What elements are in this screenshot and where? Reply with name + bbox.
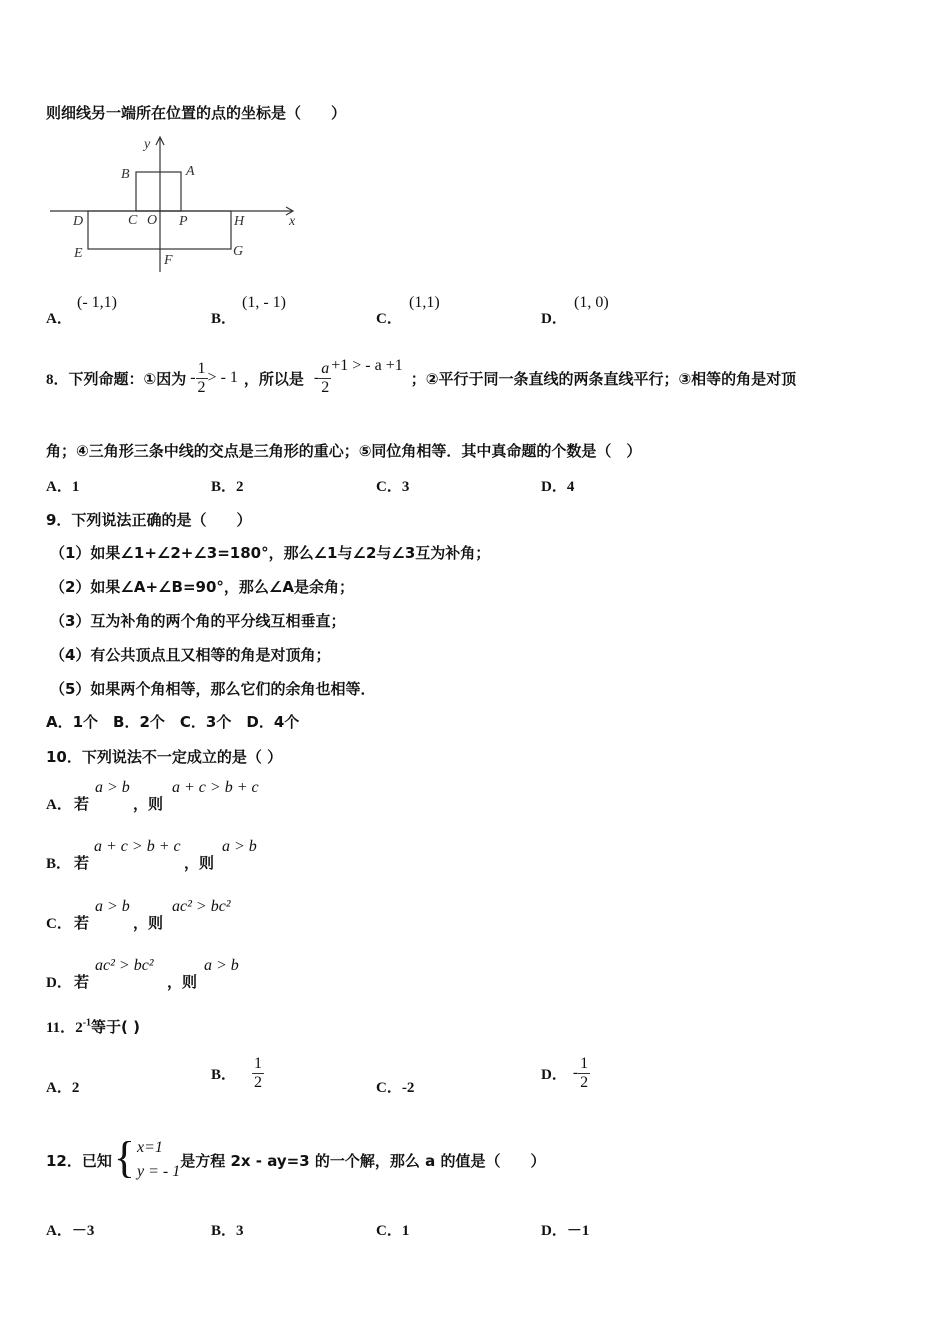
q11-stem: 11．$2^{-1}$等于( )	[46, 1017, 140, 1036]
label-P: P	[179, 214, 188, 229]
q10-option-a[interactable]: A． 若 a > b ，则 a + c > b + c	[46, 779, 259, 813]
q12-option-a[interactable]: A．－3	[46, 1223, 95, 1239]
q12-option-c[interactable]: C．1	[376, 1223, 410, 1239]
q9-item-5: （5）如果两个角相等，那么它们的余角也相等．	[50, 680, 376, 698]
q12-stem: 12．已知 { x=1 y = - 1 是方程 2x - ay=3 的一个解，那么 a 的值是（ ）	[46, 1133, 546, 1182]
q9-stem: 9．下列说法正确的是（ ）	[46, 511, 252, 529]
q9-item-1: （1）如果∠1+∠2+∠3=180°，那么∠1与∠2与∠3互为补角；	[50, 544, 491, 562]
q8-fraction-1: $\frac{1}{2}$	[197, 359, 206, 396]
label-A: A	[186, 164, 195, 179]
label-H: H	[234, 214, 245, 229]
label-x: x	[289, 214, 296, 229]
q8-fraction-2: $\frac{a}{2}$	[321, 359, 330, 396]
label-D: D	[73, 214, 84, 229]
q12-option-b[interactable]: B．3	[211, 1223, 244, 1239]
q8-option-c[interactable]: C．3	[376, 479, 410, 495]
q10-stem: 10．下列说法不一定成立的是（ ）	[46, 748, 283, 766]
q12-equation-system: x=1 y = - 1	[137, 1139, 181, 1180]
q11-option-b[interactable]: B． $\frac{1}{2}$	[211, 1054, 263, 1091]
label-O: O	[147, 213, 158, 228]
label-y: y	[144, 137, 151, 152]
label-F: F	[164, 253, 173, 268]
q11-option-b-fraction: $\frac{1}{2}$	[254, 1054, 263, 1091]
q8-option-d[interactable]: D．4	[541, 479, 575, 495]
label-B: B	[121, 167, 130, 182]
q7-coordinate-figure	[46, 132, 306, 277]
q11-option-c[interactable]: C．-2	[376, 1080, 415, 1096]
label-G: G	[233, 244, 244, 259]
q10-option-d[interactable]: D． 若 ac² > bc² ，则 a > b	[46, 957, 239, 991]
q11-option-a[interactable]: A．2	[46, 1080, 80, 1096]
q11-option-d[interactable]: D． - $\frac{1}{2}$	[541, 1054, 589, 1091]
q7-stem: 则细线另一端所在位置的点的坐标是（ ）	[46, 104, 347, 122]
label-C: C	[128, 213, 138, 228]
q11-option-d-fraction: $\frac{1}{2}$	[580, 1054, 589, 1091]
q8-stem-line1: 8． 下列命题：①因为 - $\frac{1}{2}$ > - 1 ，所以是 - $\frac{a}{2}$ +1 > - a +1 ；②平行于同一条直线的两条直线平行；③相等的角是对顶	[46, 357, 797, 396]
q9-options[interactable]: A．1个 B．2个 C．3个 D．4个	[46, 713, 300, 731]
label-E: E	[74, 246, 83, 261]
q10-option-c[interactable]: C． 若 a > b ，则 ac² > bc²	[46, 898, 231, 932]
q8-option-a[interactable]: A．1	[46, 479, 80, 495]
q9-item-3: （3）互为补角的两个角的平分线互相垂直；	[50, 612, 346, 630]
upper-rectangle	[136, 172, 181, 211]
q12-option-d[interactable]: D．－1	[541, 1223, 590, 1239]
q9-item-4: （4）有公共顶点且又相等的角是对顶角；	[50, 646, 331, 664]
q8-number: 8．	[46, 371, 69, 388]
q8-stem-line2: 角；④三角形三条中线的交点是三角形的重心；⑤同位角相等．其中真命题的个数是（ ）	[46, 442, 642, 460]
q12-system-brace: {	[113, 1133, 135, 1182]
q10-option-b[interactable]: B． 若 a + c > b + c ，则 a > b	[46, 838, 257, 872]
q8-option-b[interactable]: B．2	[211, 479, 244, 495]
q9-item-2: （2）如果∠A+∠B=90°，那么∠A是余角；	[50, 578, 354, 596]
